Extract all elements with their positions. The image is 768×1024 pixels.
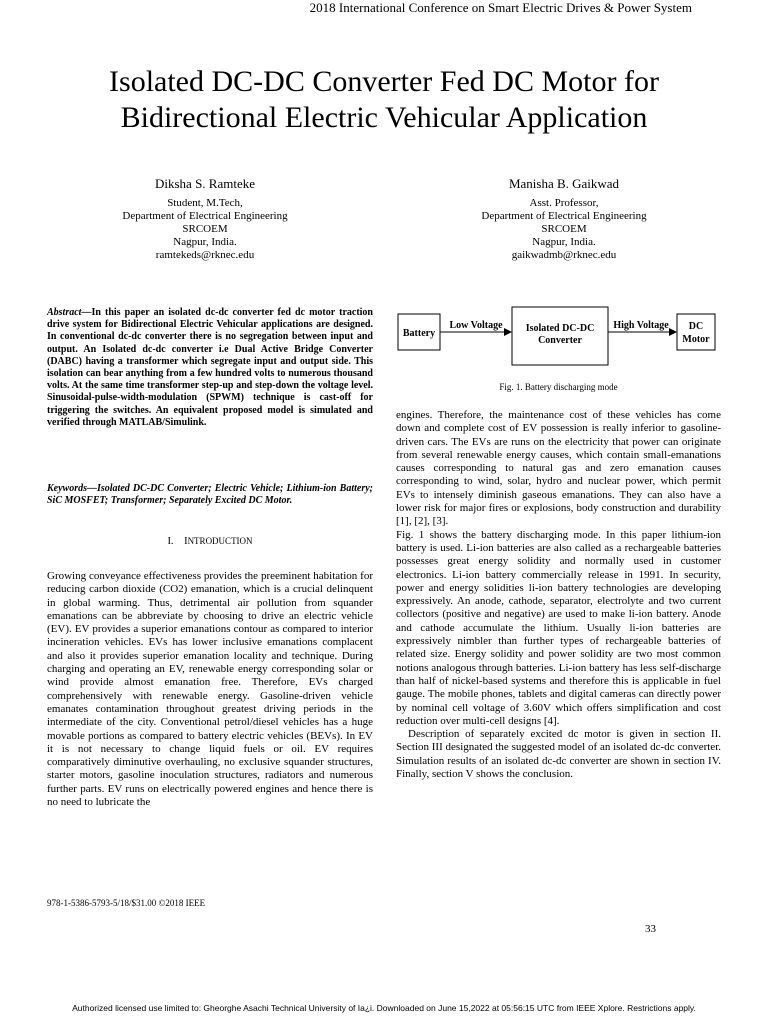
right-column-body [396,409,721,781]
page-number: 33 [645,923,656,935]
keywords-label: Keywords [47,483,87,494]
figure-1 [396,305,726,375]
author-city: Nagpur, India. [173,236,237,248]
converter-label-line-1: Isolated DC-DC [525,323,595,334]
license-notice: Authorized licensed use limited to: Gheorghe Asachi Technical University of Ia¿i. Downloaded on June 15,2022 at 05:56:15 UTC from IEEE Xplore. Restrictions apply. [72,1003,696,1013]
high-voltage-label: High Voltage [613,320,669,331]
figure-caption: Fig. 1. Battery discharging mode [499,382,618,392]
section-heading-introduction [47,536,373,547]
converter-label-line-2: Converter [538,335,582,346]
motor-label-line-1: DC [688,321,704,332]
author-name: Diksha S. Ramteke [154,176,255,191]
author-block-2 [434,176,694,262]
left-column-body [47,570,373,809]
author-block-1 [75,176,335,262]
abstract-text: —In this paper an isolated dc-dc converter fed dc motor traction drive system for Bidirectional Electric Vehicular applications are designed. In conventional dc-dc converter there is no segregation between input and output. An Isolated dc-dc converter i.e Dual Active Bridge Converter (DABC) having a transformer which segregate input and output side. This isolation can bear anything from a few hundred volts to numerous thousand volts. At the same time transformer step-up and step-down the voltage level. Sinusoidal-pulse-width-modulation (SPWM) technique is cast-off for triggering the switches. An equivalent proposed model is simulated and verified through MATLAB/Simulink. [47,307,373,428]
low-voltage-label: Low Voltage [449,320,503,331]
author-city: Nagpur, India. [532,236,596,248]
section-title-rest: NTRODUCTION [187,536,253,546]
author-institution: SRCOEM [182,223,228,235]
block-diagram [396,305,726,375]
author-institution: SRCOEM [541,223,587,235]
author-name: Manisha B. Gaikwad [508,176,620,191]
motor-label-line-2: Motor [682,334,710,345]
paper-title [40,64,728,136]
author-email: ramtekeds@rknec.edu [155,249,255,261]
author-dept: Department of Electrical Engineering [122,210,288,222]
paragraph: Description of separately excited dc motor is given in section II. Section III designated the suggested model of an isolated dc-dc converter. Simulation results of an isolated dc-dc converter are shown in section IV. Finally, section V shows the conclusion. [396,728,721,781]
keywords-text: —Isolated DC-DC Converter; Electric Vehicle; Lithium-ion Battery; SiC MOSFET; Transformer; Separately Excited DC Motor. [47,483,373,507]
abstract [47,307,373,429]
author-email: gaikwadmb@rknec.edu [511,249,617,261]
paragraph: Fig. 1 shows the battery discharging mode. In this paper lithium-ion battery is used. Li-ion batteries are also called as a rechargeable batteries possesses great energy solidity and normally used in customer electronics. Li-ion battery commercially release in 1991. In security, power and energy solidities li-ion battery technologies are developing expressively. An anode, cathode, separator, electrolyte and two current collectors (positive and negative) are used to make li-ion battery. Anode and cathode accumulate the lithium. Usually li-ion batteries are expressively nimbler than further types of rechargeable batteries of related size. Energy solidity and power solidity are two most common notions analogous through batteries. Li-ion battery has less self-discharge than half of nickel-based systems and therefore this is applicable in fuel gauge. The mobile phones, tablets and digital cameras can directly power by nominal cell voltage of 3.60V which offers simplification and cost reduction over multi-cell designs [4]. [396,528,721,727]
paragraph: engines. Therefore, the maintenance cost of these vehicles has come down and complete cost of EV possession is really inferior to gasoline-driven cars. The EVs are runs on the electricity that power can originate from several renewable energy causes, which contain small-emanations causes corresponding to natural gas and zero emanation causes corresponding to wind, solar, hydro and nuclear power, which permit EVs to intensely diminish gaseous emanations. They can also have a lower risk for major fires or explosions, body construction and durability [1], [2], [3]. [396,409,721,528]
intro-paragraph: Growing conveyance effectiveness provides the preeminent habitation for reducing carbon dioxide (CO2) emanation, which is a crucial delinquent in global warming. Thus, detrimental air pollution from squander emanations can be abbreviate by choosing to drive an electric vehicle (EV). EV provides a superior emanations contour as compared to interior incineration vehicles. EVs has lower inclusive emanations complacent and also it provides superior emanation locality and technique. During charging and operating an EV, renewable energy corresponding solar or wind provide almost emanation free. Therefore, EVs charged comprehensively with renewable energy. Gasoline-driven vehicle emanates contamination throughout greatest driving periods in the intermediate of the city. Conventional petrol/diesel vehicles has a huge movable portions as compared to battery electric vehicles (BEVs). In EV it is not necessary to change liquid fuels or oil. EV requires comparatively diminutive overhauling, no exclusive squander structures, starter motors, gasoline inoculation structures, radiators and numerous further parts. EV runs on electrically powered engines and hence there is no need to lubricate the [47,570,373,809]
title-line-2: Bidirectional Electric Vehicular Application [120,101,648,134]
title-line-1: Isolated DC-DC Converter Fed DC Motor for [109,65,659,98]
isbn-footer: 978-1-5386-5793-5/18/$31.00 ©2018 IEEE [47,898,206,908]
abstract-label: Abstract [47,307,82,318]
section-numeral: I. [167,536,174,547]
section-initial: I [184,536,188,547]
keywords [47,483,373,507]
battery-label: Battery [402,328,436,339]
author-role: Student, M.Tech, [167,197,243,209]
conference-header: 2018 International Conference on Smart Electric Drives & Power System [309,0,692,15]
author-dept: Department of Electrical Engineering [481,210,647,222]
author-role: Asst. Professor, [529,197,599,209]
